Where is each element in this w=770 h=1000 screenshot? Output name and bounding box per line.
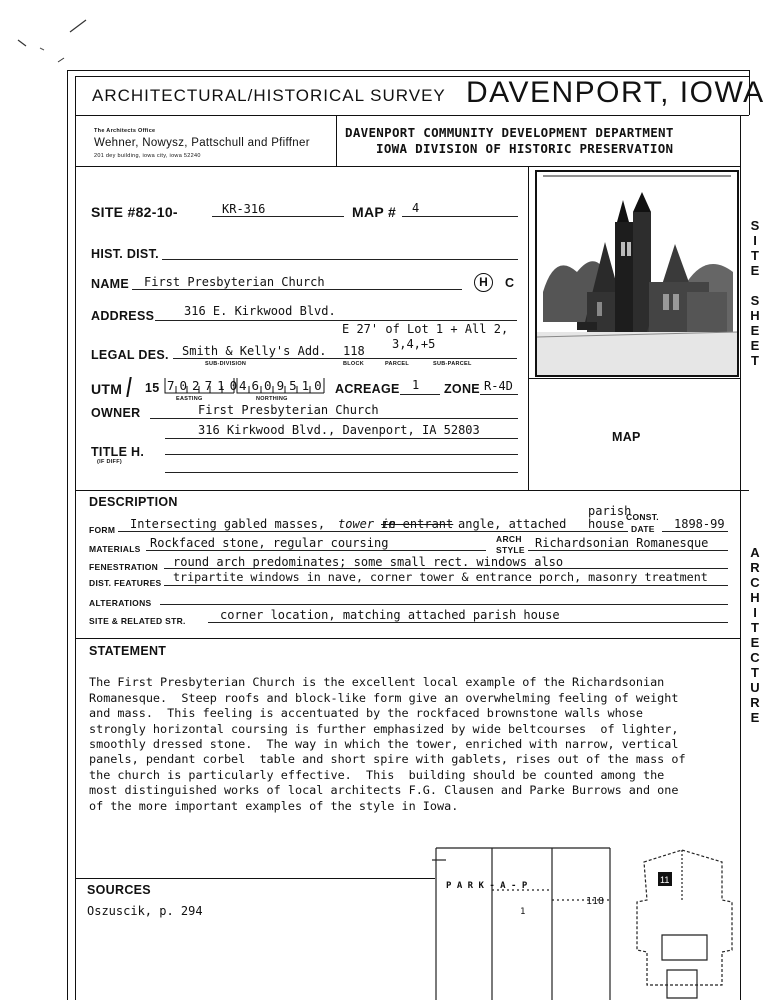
const-underline [662, 531, 728, 532]
church-photo [535, 170, 739, 377]
statement-line: of the more important examples of the style in Iowa. [89, 798, 459, 813]
statement-line: smoothly dressed stone. The way in which the tower, enriched with narrow, vertical [89, 737, 679, 752]
owner-underline1 [150, 418, 518, 419]
legal-underline [173, 358, 517, 359]
statement-body [89, 660, 739, 829]
form-value-a: Intersecting gabled masses, [130, 517, 326, 531]
statement-line: panels, pendant corbel table and short spire with gablets, rises out of the mass of [89, 752, 686, 767]
name-label: NAME [91, 277, 130, 291]
materials-label: MATERIALS [89, 544, 141, 554]
subdivision-value: Smith & Kelly's Add. [182, 344, 327, 358]
corner-number: 11 [660, 875, 670, 885]
site-section-bottom [75, 490, 749, 491]
form-value-parish: parish [588, 504, 632, 518]
lot-line1: E 27' of Lot 1 + All 2, [342, 322, 509, 336]
utm-boxes [164, 376, 330, 396]
historic-h-badge: H [474, 273, 493, 292]
address-underline [155, 320, 517, 321]
owner-underline2 [165, 438, 518, 439]
dept-line1: DAVENPORT COMMUNITY DEVELOPMENT DEPARTMENT [345, 125, 674, 140]
owner-line2: 316 Kirkwood Blvd., Davenport, IA 52803 [198, 423, 480, 437]
name-underline [132, 289, 462, 290]
title-underline2 [165, 472, 518, 473]
map-label: MAP [612, 430, 641, 444]
photo-bottom [528, 378, 740, 379]
owner-line1: First Presbyterian Church [198, 403, 379, 417]
block-value: 118 [343, 344, 365, 358]
form-label: FORM [89, 525, 116, 535]
const-label: CONST. [626, 512, 659, 522]
firm-name: Wehner, Nowysz, Pattschull and Pfiffner [94, 137, 310, 149]
hist-dist-underline [162, 259, 518, 260]
statement-line: most distinguished works of local architects F.G. Clausen and Parke Burrows and one [89, 783, 679, 798]
style-underline [528, 550, 728, 551]
parcel-label: PARCEL [385, 361, 410, 367]
acreage-underline [400, 394, 440, 395]
address-value: 316 E. Kirkwood Blvd. [184, 304, 336, 318]
date-label: DATE [631, 524, 655, 534]
arch-label: ARCH [496, 534, 522, 544]
frame-top [67, 70, 749, 71]
zone-underline [480, 394, 518, 395]
title-underline1 [165, 454, 518, 455]
form-value-d: angle, attached [458, 517, 567, 531]
scan-marks [0, 0, 120, 70]
address-label: ADDRESS [91, 309, 155, 323]
survey-title: ARCHITECTURAL/HISTORICAL SURVEY [92, 86, 446, 105]
frame-inner-left [75, 76, 76, 1000]
site-related-value: corner location, matching attached parish house [220, 608, 560, 622]
fenestration-underline [164, 568, 728, 569]
description-heading: DESCRIPTION [89, 495, 178, 509]
frame-right [740, 115, 741, 1000]
sub-parcel-label: SUB-PARCEL [433, 361, 472, 367]
legal-label: LEGAL DES. [91, 348, 169, 362]
utm-label: UTM [91, 381, 123, 397]
dept-line2: IOWA DIVISION OF HISTORIC PRESERVATION [376, 141, 674, 156]
site-related-underline [208, 622, 728, 623]
utm-zone-number: 15 [145, 381, 160, 395]
map-number-label: MAP # [352, 204, 397, 220]
sources-heading: SOURCES [87, 883, 151, 897]
site-underline [212, 216, 344, 217]
firm-divider [336, 115, 337, 167]
block-number: 118 [586, 896, 605, 907]
firm-bottom [75, 166, 740, 167]
city-title: DAVENPORT, IOWA [466, 76, 765, 109]
utm-slash [126, 377, 132, 397]
alterations-underline [160, 604, 728, 605]
features-value: tripartite windows in nave, corner tower & entrance porch, masonry treatment [173, 570, 708, 584]
acreage-value: 1 [412, 378, 420, 392]
fenestration-value: round arch predominates; some small rect. windows also [173, 555, 564, 569]
form-underline [118, 531, 628, 532]
firm-address: 201 dey building, iowa city, iowa 52240 [94, 153, 201, 159]
statement-heading: STATEMENT [89, 644, 167, 658]
site-sheet-label: S I T E S H E E T [750, 218, 760, 368]
lot-number: 1 [520, 907, 526, 917]
hist-dist-label: HIST. DIST. [91, 247, 159, 261]
acreage-label: ACREAGE [335, 382, 400, 396]
frame-left [67, 70, 68, 1000]
statement-line: The First Presbyterian Church is the excellent local example of the Richardsonian [89, 675, 665, 690]
firm-office: The Architects Office [94, 128, 156, 134]
title-h-label: TITLE H. [91, 445, 145, 459]
map-number-value: 4 [412, 201, 420, 215]
statement-line: Romanesque. Steep roofs and block-like form give an overwhelming feeling of weight [89, 690, 679, 705]
sources-top [75, 878, 435, 879]
materials-underline [146, 550, 486, 551]
site-map-sketch [432, 840, 740, 1000]
lot-line2: 3,4,+5 [392, 337, 436, 351]
features-label: DIST. FEATURES [89, 578, 162, 588]
contributing-c: C [505, 276, 515, 290]
form-value-c: re-entrant [381, 517, 454, 531]
site-related-label: SITE & RELATED STR. [89, 616, 186, 626]
title-h-sublabel: (IF DIFF) [97, 459, 122, 465]
street-label: P A R K - A - P [446, 881, 528, 891]
utm-easting: 702710 [167, 378, 243, 393]
statement-line: and mass. This feeling is accentuated by the rockfaced brownstone walls whose [89, 706, 643, 721]
site-value: KR-316 [222, 202, 266, 216]
photo-column-divider [528, 166, 529, 491]
map-underline [402, 216, 518, 217]
alterations-label: ALTERATIONS [89, 598, 152, 608]
statement-line: the church is particularly effective. This building should be counted among the [89, 767, 665, 782]
site-label: SITE #82-10- [91, 204, 178, 220]
utm-northing: 4609510 [239, 378, 327, 393]
style-value: Richardsonian Romanesque [535, 536, 709, 550]
easting-label: EASTING [176, 396, 203, 402]
description-bottom [75, 638, 740, 639]
sources-value: Oszuscik, p. 294 [87, 904, 203, 918]
block-label: BLOCK [343, 361, 365, 367]
zone-value: R-4D [484, 379, 513, 393]
form-value-house: house [588, 517, 625, 531]
owner-label: OWNER [91, 406, 141, 420]
zone-label: ZONE [444, 382, 480, 396]
features-underline [164, 585, 728, 586]
architecture-label: A R C H I T E C T U R E [750, 545, 760, 725]
fenestration-label: FENESTRATION [89, 562, 159, 572]
sub-division-label: SUB-DIVISION [205, 361, 247, 367]
northing-label: NORTHING [256, 396, 288, 402]
statement-line: strongly horizontal coursing is further emphasized by wide beltcourses of lighter, [89, 721, 679, 736]
name-value: First Presbyterian Church [144, 275, 325, 289]
const-value: 1898-99 [674, 517, 725, 531]
form-value-b: tower in [338, 517, 396, 531]
church-illustration [537, 172, 737, 375]
style-label: STYLE [496, 545, 525, 555]
header-divider [75, 115, 749, 116]
materials-value: Rockfaced stone, regular coursing [150, 536, 389, 550]
